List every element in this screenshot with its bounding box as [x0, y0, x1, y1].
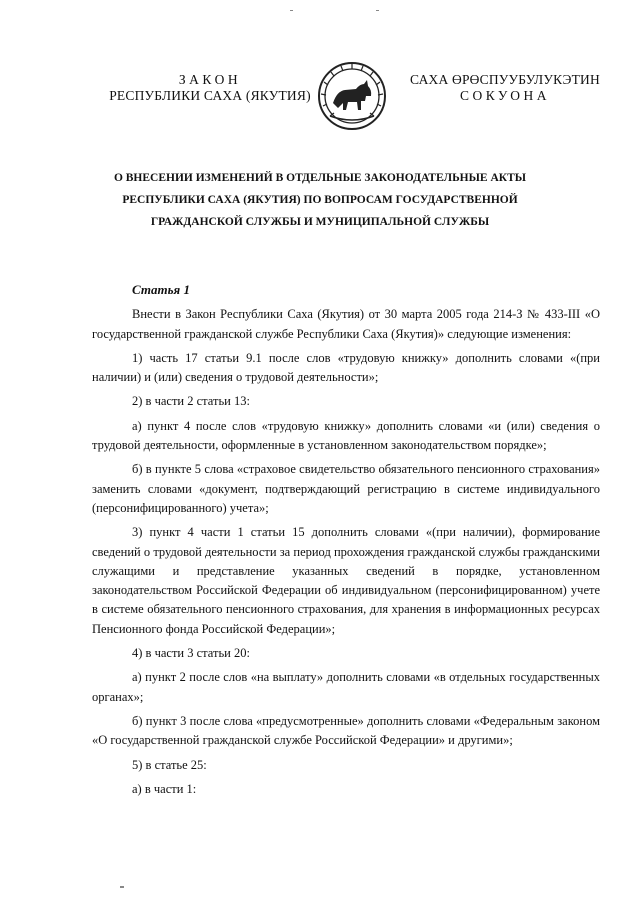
paragraph: а) в части 1: [132, 781, 197, 796]
paragraph: а) пункт 4 после слов «трудовую книжку» дополнить словами «и (или) сведения о трудовой деятельности, оформленные в установленном законодательством порядке»; [92, 418, 600, 453]
paragraph: 2) в части 2 статьи 13: [132, 394, 250, 409]
law-title-line: РЕСПУБЛИКИ САХА (ЯКУТИЯ) ПО ВОПРОСАМ ГОСУДАРСТВЕННОЙ [122, 194, 518, 206]
scan-artifact [120, 886, 124, 888]
paragraph: Внести в Закон Республики Саха (Якутия) от 30 марта 2005 года 214-З № 433-III «О государственной гражданской службе Республики Саха (Якутия)» следующие изменения: [92, 307, 600, 341]
paragraph: б) пункт 3 после слова «предусмотренные» дополнить словами «Федеральным законом «О государственной гражданской службе Российской Федерации» и другими»; [92, 713, 600, 748]
paragraph: а) пункт 2 после слов «на выплату» дополнить словами «в отдельных государственных органах»; [92, 670, 600, 704]
law-title-line: ГРАЖДАНСКОЙ СЛУЖБЫ И МУНИЦИПАЛЬНОЙ СЛУЖБЫ [150, 216, 490, 228]
header-left-line1: ЗАКОН [178, 72, 242, 87]
document-header [0, 72, 640, 122]
law-title [60, 167, 580, 233]
paragraph: 4) в части 3 статьи 20: [132, 646, 250, 661]
header-right-line2: СОКУОНА [459, 88, 551, 103]
header-right-line1: САХА ӨРӨСПУУБУЛУКЭТИН [410, 72, 600, 87]
law-title-line: О ВНЕСЕНИИ ИЗМЕНЕНИЙ В ОТДЕЛЬНЫЕ ЗАКОНОДАТЕЛЬНЫЕ АКТЫ [113, 172, 527, 184]
law-body [92, 280, 600, 804]
article-heading: Статья 1 [132, 282, 190, 297]
scan-artifact [376, 10, 379, 11]
header-right [400, 72, 610, 104]
scan-artifact [290, 10, 293, 11]
header-left-line2: РЕСПУБЛИКИ САХА (ЯКУТИЯ) [109, 88, 311, 103]
coat-of-arms-icon [316, 60, 388, 132]
paragraph: 1) часть 17 статьи 9.1 после слов «трудовую книжку» дополнить словами «(при наличии) и (или) сведения о трудовой деятельности»; [92, 350, 600, 385]
paragraph: б) в пункте 5 слова «страховое свидетельство обязательного пенсионного страхования» заменить словами «документ, подтверждающий регистрацию в системе индивидуального (персонифицированного) учета»; [92, 462, 600, 515]
paragraph: 3) пункт 4 части 1 статьи 15 дополнить словами «(при наличии), формирование сведений о трудовой деятельности за период прохождения гражданской службы гражданскими служащими и представление указанных сведений в порядке, установленном законодательством Российской Федерации об индивидуальном (персонифицированном) учете в системе обязательного пенсионного страхования, для хранения в информационных ресурсах Пенсионного фонда Российской Федерации»; [92, 525, 600, 636]
paragraph: 5) в статье 25: [132, 757, 207, 772]
header-left [100, 72, 320, 104]
